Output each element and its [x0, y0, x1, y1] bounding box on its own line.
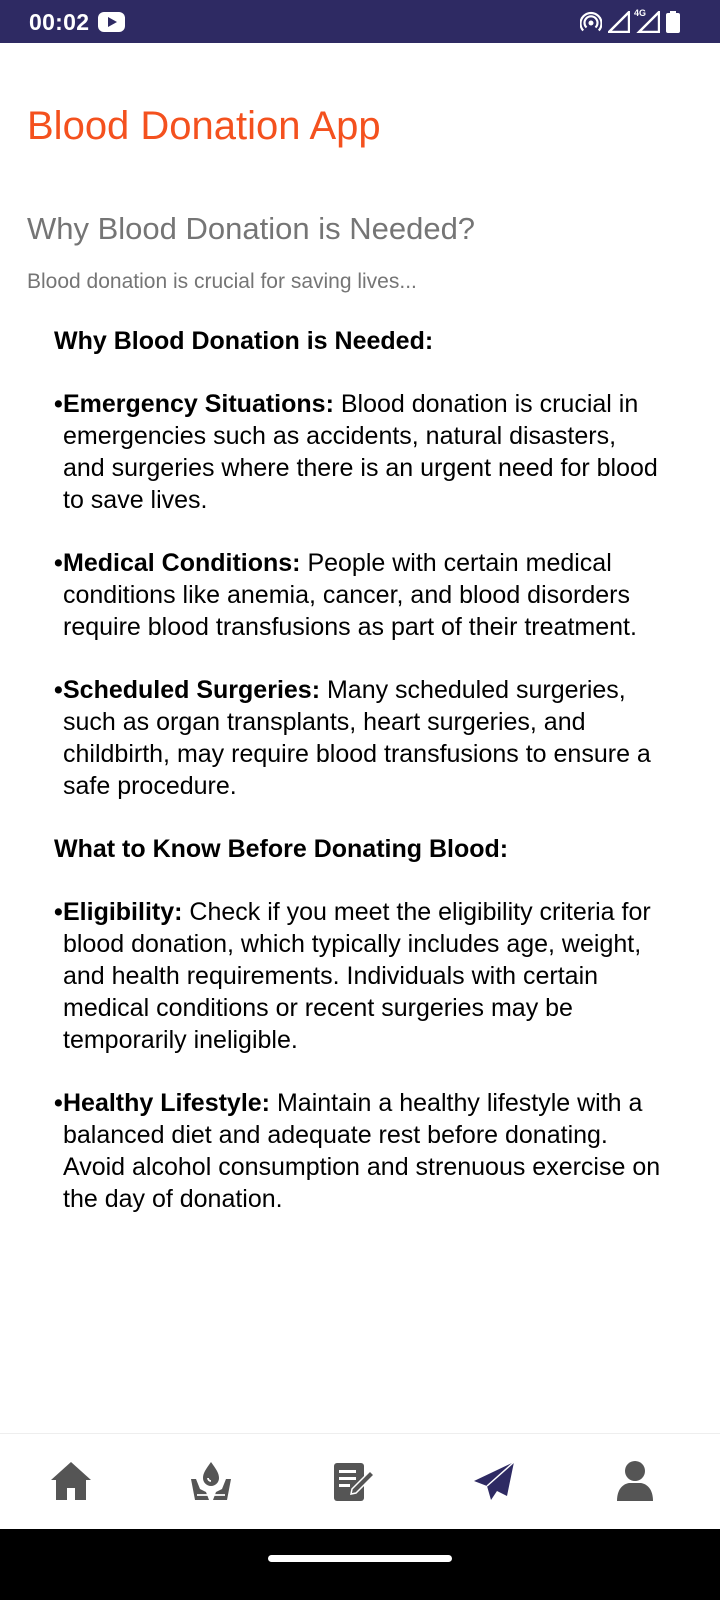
section-heading: Why Blood Donation is Needed?: [27, 211, 476, 246]
item-label: Emergency Situations:: [63, 390, 334, 418]
nav-donate[interactable]: [189, 1459, 233, 1503]
item-text: Many scheduled surgeries, such as organ transplants, heart surgeries, and childbirth, may require blood transfusions to ensure a safe procedure.: [63, 676, 651, 800]
bullet: •: [54, 676, 63, 704]
nav-edit[interactable]: [330, 1459, 374, 1503]
bullet: •: [54, 1089, 63, 1117]
list-item: [54, 1087, 664, 1215]
list-item: [54, 896, 664, 1056]
item-label: Healthy Lifestyle:: [63, 1089, 271, 1117]
status-bar: [0, 0, 720, 43]
home-gesture-handle[interactable]: [268, 1555, 452, 1562]
item-text: People with certain medical conditions like anemia, cancer, and blood disorders require blood transfusions as part of their treatment.: [63, 549, 637, 641]
signal-4g-icon: [634, 8, 660, 33]
home-icon: [49, 1459, 93, 1503]
nav-profile[interactable]: [613, 1459, 657, 1503]
nav-send[interactable]: [472, 1459, 516, 1503]
bullet: •: [54, 898, 63, 926]
battery-icon: [666, 11, 680, 33]
donate-hands-icon: [189, 1459, 233, 1503]
app-title: Blood Donation App: [27, 104, 381, 148]
needs-heading: Why Blood Donation is Needed:: [54, 327, 434, 355]
item-label: Eligibility:: [63, 898, 183, 926]
bottom-navigation: [0, 1433, 720, 1529]
bullet: •: [54, 390, 63, 418]
list-item: [54, 388, 664, 516]
edit-note-icon: [330, 1459, 374, 1503]
signal-icon: [608, 11, 630, 33]
nav-home[interactable]: [49, 1459, 93, 1503]
before-donating-heading: What to Know Before Donating Blood:: [54, 835, 509, 863]
send-icon: [472, 1459, 516, 1503]
profile-icon: [613, 1459, 657, 1503]
item-label: Scheduled Surgeries:: [63, 676, 321, 704]
status-icons: [580, 8, 680, 33]
bullet: •: [54, 549, 63, 577]
youtube-icon: [98, 12, 125, 32]
item-text: Check if you meet the eligibility criteria for blood donation, which typically includes age, weight, and health requirements. Individuals with certain medical conditions or recent surgeries may be temporarily ineligible.: [63, 898, 651, 1054]
item-label: Medical Conditions:: [63, 549, 301, 577]
list-item: [54, 674, 664, 802]
status-time: 00:02: [29, 9, 90, 35]
system-navigation-bar: [0, 1529, 720, 1600]
list-item: [54, 547, 664, 643]
section-subtitle: Blood donation is crucial for saving lives...: [27, 270, 417, 293]
hotspot-icon: [580, 11, 602, 33]
network-type-label: 4G: [634, 8, 647, 18]
info-content: [54, 325, 664, 1215]
item-text: Blood donation is crucial in emergencies such as accidents, natural disasters, and surgeries where there is an urgent need for blood to save lives.: [63, 390, 658, 514]
item-text: Maintain a healthy lifestyle with a balanced diet and adequate rest before donating. Avoid alcohol consumption and strenuous exercise on the day of donation.: [63, 1089, 661, 1213]
